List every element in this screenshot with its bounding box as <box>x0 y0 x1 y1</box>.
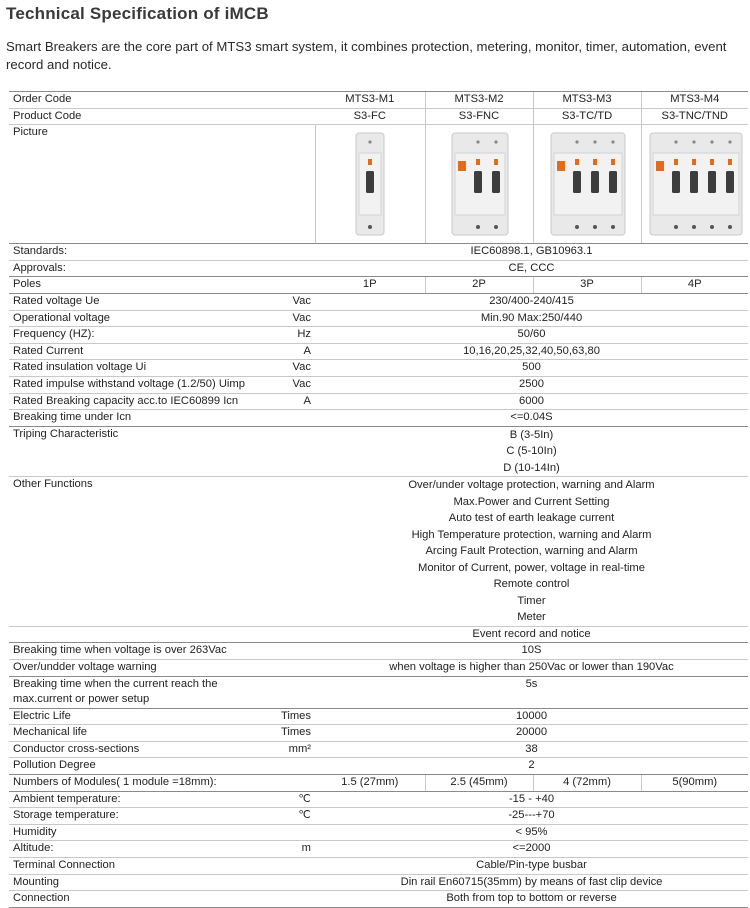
row-label: Connection <box>9 891 271 908</box>
event-record-row <box>9 626 748 643</box>
breaker-image-4p <box>641 125 748 244</box>
terminal-screw <box>476 141 479 144</box>
row-unit <box>271 874 315 891</box>
row-unit: Times <box>271 708 315 725</box>
row-label: Rated impulse withstand voltage (1.2/50) Uimp <box>9 376 271 393</box>
terminal-screw <box>692 141 695 144</box>
row-unit: Hz <box>271 327 315 344</box>
row-label: Operational voltage <box>9 310 271 327</box>
breaker-handle <box>474 171 482 193</box>
row-value: 50/60 <box>315 327 748 344</box>
terminal-screw <box>674 141 677 144</box>
row-unit <box>271 260 315 277</box>
row-label: Poles <box>9 277 271 294</box>
standards-row <box>9 244 748 261</box>
row-unit: A <box>271 343 315 360</box>
conductor-cross-sections-row <box>9 741 748 758</box>
row-unit: A <box>271 393 315 410</box>
product-code-cell: S3-FNC <box>425 108 533 125</box>
product-code-cell: S3-TC/TD <box>533 108 641 125</box>
modules-cell: 4 (72mm) <box>533 775 641 792</box>
status-indicator <box>575 159 579 165</box>
test-button <box>557 161 565 171</box>
terminal-screw <box>368 225 372 229</box>
row-value: 6000 <box>315 393 748 410</box>
rated-impulse-withstand-voltage-1-2-50-u-row <box>9 376 748 393</box>
row-value: Min.90 Max:250/440 <box>315 310 748 327</box>
rated-breaking-capacity-acc-to-iec60899--row <box>9 393 748 410</box>
row-label: Picture <box>9 125 271 244</box>
row-unit <box>271 824 315 841</box>
terminal-screw <box>476 225 480 229</box>
row-unit: Vac <box>271 310 315 327</box>
row-label: Other Functions <box>9 477 271 627</box>
terminal-screw <box>710 141 713 144</box>
row-value: IEC60898.1, GB10963.1 <box>315 244 748 261</box>
row-label: Product Code <box>9 108 271 125</box>
row-value: 38 <box>315 741 748 758</box>
row-label: Triping Characteristic <box>9 426 271 477</box>
breaker-handle <box>609 171 617 193</box>
row-value: 230/400-240/415 <box>315 293 748 310</box>
modules-cell: 1.5 (27mm) <box>315 775 425 792</box>
row-value: 10,16,20,25,32,40,50,63,80 <box>315 343 748 360</box>
poles-cell: 1P <box>315 277 425 294</box>
rated-current-row <box>9 343 748 360</box>
breaker-handle <box>591 171 599 193</box>
test-button <box>656 161 664 171</box>
row-unit: Vac <box>271 360 315 377</box>
connection-row <box>9 891 748 908</box>
row-unit: mm² <box>271 741 315 758</box>
modules-cell: 5(90mm) <box>641 775 748 792</box>
row-label: Rated insulation voltage Ui <box>9 360 271 377</box>
status-indicator <box>368 159 372 165</box>
breaker-handle <box>690 171 698 193</box>
storage-temperature-row <box>9 808 748 825</box>
breaker-handle <box>708 171 716 193</box>
row-label: Standards: <box>9 244 271 261</box>
row-label: Humidity <box>9 824 271 841</box>
terminal-screw <box>710 225 714 229</box>
status-indicator <box>611 159 615 165</box>
test-button <box>458 161 466 171</box>
row-value: 2500 <box>315 376 748 393</box>
modules-cell: 2.5 (45mm) <box>425 775 533 792</box>
product-code-row <box>9 108 748 125</box>
row-unit: m <box>271 841 315 858</box>
terminal-screw <box>692 225 696 229</box>
terminal-screw <box>593 141 596 144</box>
row-label: Over/undder voltage warning <box>9 659 271 676</box>
ambient-temperature-row <box>9 791 748 808</box>
poles-row <box>9 277 748 294</box>
row-unit <box>271 244 315 261</box>
row-unit <box>271 891 315 908</box>
row-value: < 95% <box>315 824 748 841</box>
terminal-screw <box>674 225 678 229</box>
row-value: 20000 <box>315 725 748 742</box>
breaker-handle <box>492 171 500 193</box>
row-value: CE, CCC <box>315 260 748 277</box>
row-label: Pollution Degree <box>9 758 271 775</box>
row-label: Breaking time under Icn <box>9 410 271 427</box>
pollution-degree-row <box>9 758 748 775</box>
terminal-screw <box>728 225 732 229</box>
status-indicator <box>710 159 714 165</box>
row-label: Order Code <box>9 92 271 109</box>
order-code-cell: MTS3-M3 <box>533 92 641 109</box>
rated-insulation-voltage-ui-row <box>9 360 748 377</box>
terminal-screw <box>593 225 597 229</box>
row-label: Altitude: <box>9 841 271 858</box>
row-label: Ambient temperature: <box>9 791 271 808</box>
row-label: Storage temperature: <box>9 808 271 825</box>
row-value: Cable/Pin-type busbar <box>315 858 748 875</box>
row-label: Rated voltage Ue <box>9 293 271 310</box>
row-value: 10S <box>315 643 748 660</box>
row-unit: Vac <box>271 293 315 310</box>
row-label: Mounting <box>9 874 271 891</box>
row-unit <box>271 758 315 775</box>
terminal-screw <box>575 141 578 144</box>
mounting-row <box>9 874 748 891</box>
spec-table <box>9 91 748 908</box>
electric-life-row <box>9 708 748 725</box>
status-indicator <box>728 159 732 165</box>
breaking-current-value: 5s <box>315 676 748 708</box>
row-unit <box>271 659 315 676</box>
row-value: Din rail En60715(35mm) by means of fast clip device <box>315 874 748 891</box>
order-code-row <box>9 92 748 109</box>
row-unit: ℃ <box>271 808 315 825</box>
order-code-cell: MTS3-M4 <box>641 92 748 109</box>
intro-text: Smart Breakers are the core part of MTS3 smart system, it combines protection, metering, monitor, timer, automation, event record and notice. <box>6 39 727 72</box>
row-label: Frequency (HZ): <box>9 327 271 344</box>
row-label: Rated Current <box>9 343 271 360</box>
other-functions-values: Over/under voltage protection, warning and Alarm Max.Power and Current Setting Auto test of earth leakage current High Temperature protection, warning and Alarm Arcing Fault Protection, warning and Alarm Monitor of Current, power, voltage in real-time Remote control Timer Meter <box>315 477 748 627</box>
event-record-value: Event record and notice <box>315 626 748 643</box>
order-code-cell: MTS3-M1 <box>315 92 425 109</box>
row-label: Breaking time when voltage is over 263Vac <box>9 643 271 660</box>
product-code-cell: S3-FC <box>315 108 425 125</box>
humidity-row <box>9 824 748 841</box>
row-value: when voltage is higher than 250Vac or lower than 190Vac <box>315 659 748 676</box>
status-indicator <box>692 159 696 165</box>
altitude-row <box>9 841 748 858</box>
breaking-current-row <box>9 676 748 708</box>
status-indicator <box>494 159 498 165</box>
tripping-values: B (3-5In) C (5-10In) D (10-14In) <box>315 426 748 477</box>
row-unit: ℃ <box>271 791 315 808</box>
row-value: -25---+70 <box>315 808 748 825</box>
row-label: Approvals: <box>9 260 271 277</box>
status-indicator <box>593 159 597 165</box>
status-indicator <box>674 159 678 165</box>
approvals-row <box>9 260 748 277</box>
poles-cell: 4P <box>641 277 748 294</box>
row-label: Conductor cross-sections <box>9 741 271 758</box>
terminal-screw <box>494 225 498 229</box>
rated-voltage-ue-row <box>9 293 748 310</box>
breaker-image-1p <box>315 125 425 244</box>
over-undder-voltage-warning-row <box>9 659 748 676</box>
row-label: Electric Life <box>9 708 271 725</box>
breaker-handle <box>726 171 734 193</box>
poles-cell: 2P <box>425 277 533 294</box>
row-value: <=0.04S <box>315 410 748 427</box>
breaker-handle <box>672 171 680 193</box>
row-value: Both from top to bottom or reverse <box>315 891 748 908</box>
row-label: Rated Breaking capacity acc.to IEC60899 Icn <box>9 393 271 410</box>
row-unit <box>271 410 315 427</box>
tripping-row <box>9 426 748 477</box>
row-label: Numbers of Modules( 1 module =18mm): <box>9 775 315 792</box>
product-code-cell: S3-TNC/TND <box>641 108 748 125</box>
row-unit <box>271 858 315 875</box>
page-title: Technical Specification of iMCB <box>6 4 269 23</box>
breaking-time-under-icn-row <box>9 410 748 427</box>
operational-voltage-row <box>9 310 748 327</box>
modules-row <box>9 775 748 792</box>
status-indicator <box>476 159 480 165</box>
terminal-screw <box>611 225 615 229</box>
terminal-screw <box>494 141 497 144</box>
other-functions-row <box>9 477 748 627</box>
row-unit: Times <box>271 725 315 742</box>
breaker-image-2p <box>425 125 533 244</box>
row-value: 10000 <box>315 708 748 725</box>
terminal-screw <box>368 141 371 144</box>
breaking-time-when-voltage-is-over-263va-row <box>9 643 748 660</box>
breaker-handle <box>366 171 374 193</box>
order-code-cell: MTS3-M2 <box>425 92 533 109</box>
mechanical-life-row <box>9 725 748 742</box>
terminal-connection-row <box>9 858 748 875</box>
row-unit <box>271 643 315 660</box>
row-label: Mechanical life <box>9 725 271 742</box>
poles-cell: 3P <box>533 277 641 294</box>
terminal-screw <box>728 141 731 144</box>
row-label: Terminal Connection <box>9 858 271 875</box>
row-value: 2 <box>315 758 748 775</box>
terminal-screw <box>611 141 614 144</box>
row-label: Breaking time when the current reach the max.current or power setup <box>9 676 271 708</box>
breaker-image-3p <box>533 125 641 244</box>
breaker-handle <box>573 171 581 193</box>
row-value: <=2000 <box>315 841 748 858</box>
frequency-hz-row <box>9 327 748 344</box>
row-value: 500 <box>315 360 748 377</box>
row-unit: Vac <box>271 376 315 393</box>
row-value: -15 - +40 <box>315 791 748 808</box>
terminal-screw <box>575 225 579 229</box>
picture-row <box>9 125 748 244</box>
